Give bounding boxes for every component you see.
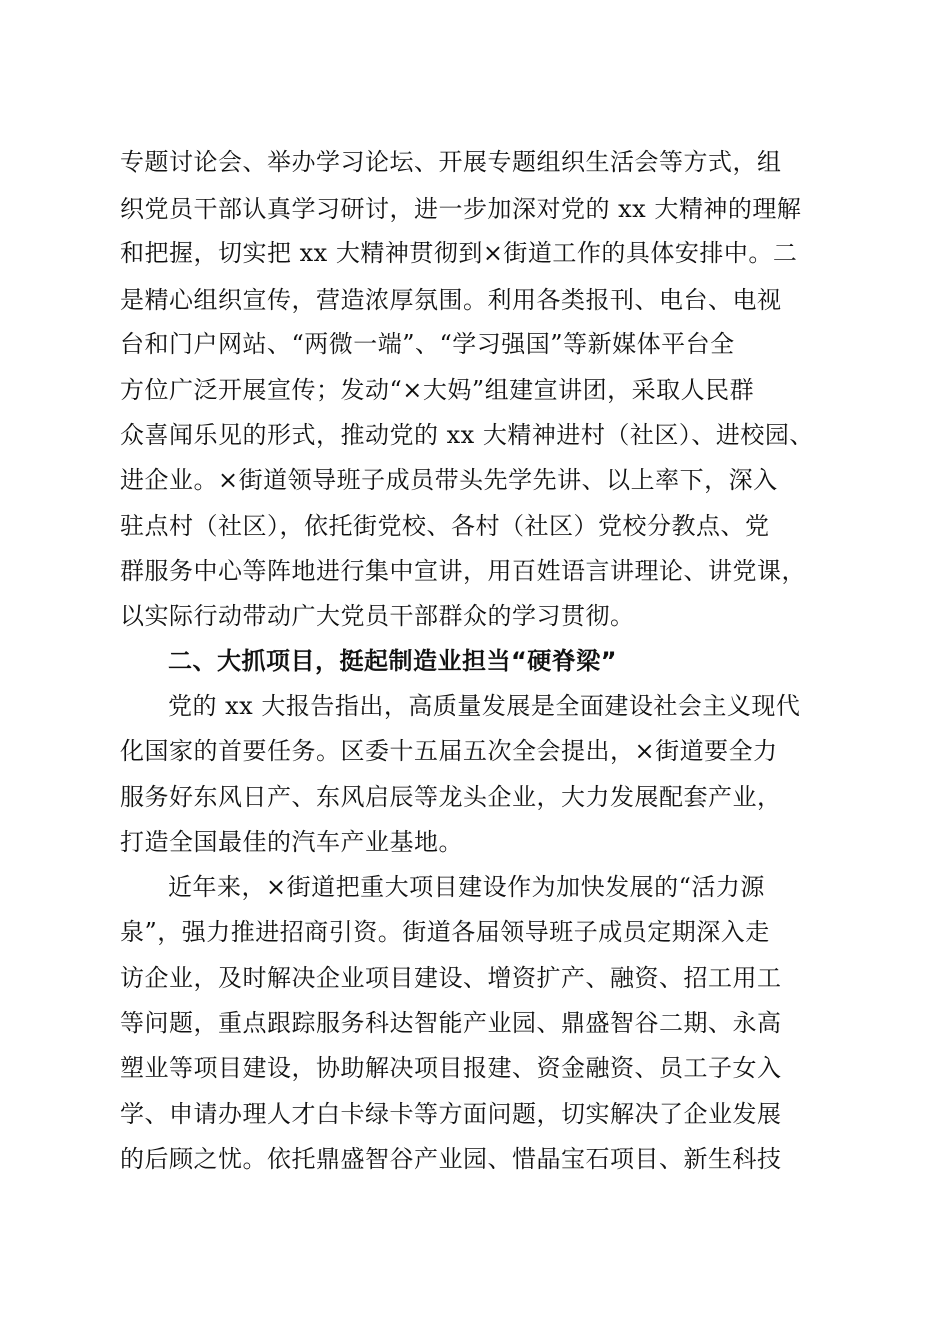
paragraph-line: 台和门户网站、“两微一端”、“学习强国”等新媒体平台全 bbox=[120, 330, 735, 358]
paragraph-line: 访企业，及时解决企业项目建设、增资扩产、融资、招工用工 bbox=[120, 964, 782, 992]
paragraph-line: 以实际行动带动广大党员干部群众的学习贯彻。 bbox=[120, 602, 635, 630]
paragraph-line: 和把握，切实把 xx 大精神贯彻到×街道工作的具体安排中。二 bbox=[120, 239, 798, 267]
paragraph-line: 等问题，重点跟踪服务科达智能产业园、鼎盛智谷二期、永高 bbox=[120, 1009, 782, 1037]
paragraph-line: 化国家的首要任务。区委十五届五次全会提出，×街道要全力 bbox=[120, 737, 778, 765]
paragraph-line: 是精心组织宣传，营造浓厚氛围。利用各类报刊、电台、电视 bbox=[120, 286, 782, 314]
paragraph-line: 的后顾之忧。依托鼎盛智谷产业园、惜晶宝石项目、新生科技 bbox=[120, 1145, 782, 1173]
paragraph-line: 专题讨论会、举办学习论坛、开展专题组织生活会等方式，组 bbox=[120, 148, 782, 176]
paragraph-line: 塑业等项目建设，协助解决项目报建、资金融资、员工子女入 bbox=[120, 1054, 782, 1082]
paragraph-line: 服务好东风日产、东风启辰等龙头企业，大力发展配套产业， bbox=[120, 783, 782, 811]
paragraph-line: 打造全国最佳的汽车产业基地。 bbox=[120, 828, 463, 856]
paragraph-line: 学、申请办理人才白卡绿卡等方面问题，切实解决了企业发展 bbox=[120, 1100, 782, 1128]
paragraph-line: 群服务中心等阵地进行集中宣讲，用百姓语言讲理论、讲党课， bbox=[120, 557, 806, 585]
paragraph-line: 近年来，×街道把重大项目建设作为加快发展的“活力源 bbox=[168, 873, 765, 901]
section-heading: 二、大抓项目，挺起制造业担当“硬脊梁” bbox=[168, 647, 618, 675]
paragraph-line: 织党员干部认真学习研讨，进一步加深对党的 xx 大精神的理解 bbox=[120, 195, 802, 223]
paragraph-line: 泉”，强力推进招商引资。街道各届领导班子成员定期深入走 bbox=[120, 918, 770, 946]
paragraph-line: 驻点村（社区），依托街党校、各村（社区）党校分教点、党 bbox=[120, 512, 770, 540]
paragraph-line: 众喜闻乐见的形式，推动党的 xx 大精神进村（社区）、进校园、 bbox=[120, 421, 814, 449]
paragraph-line: 进企业。×街道领导班子成员带头先学先讲、以上率下，深入 bbox=[120, 466, 778, 494]
paragraph-line: 党的 xx 大报告指出，高质量发展是全面建设社会主义现代 bbox=[168, 692, 801, 720]
paragraph-line: 方位广泛开展宣传；发动“×大妈”组建宣讲团，采取人民群 bbox=[120, 376, 755, 404]
